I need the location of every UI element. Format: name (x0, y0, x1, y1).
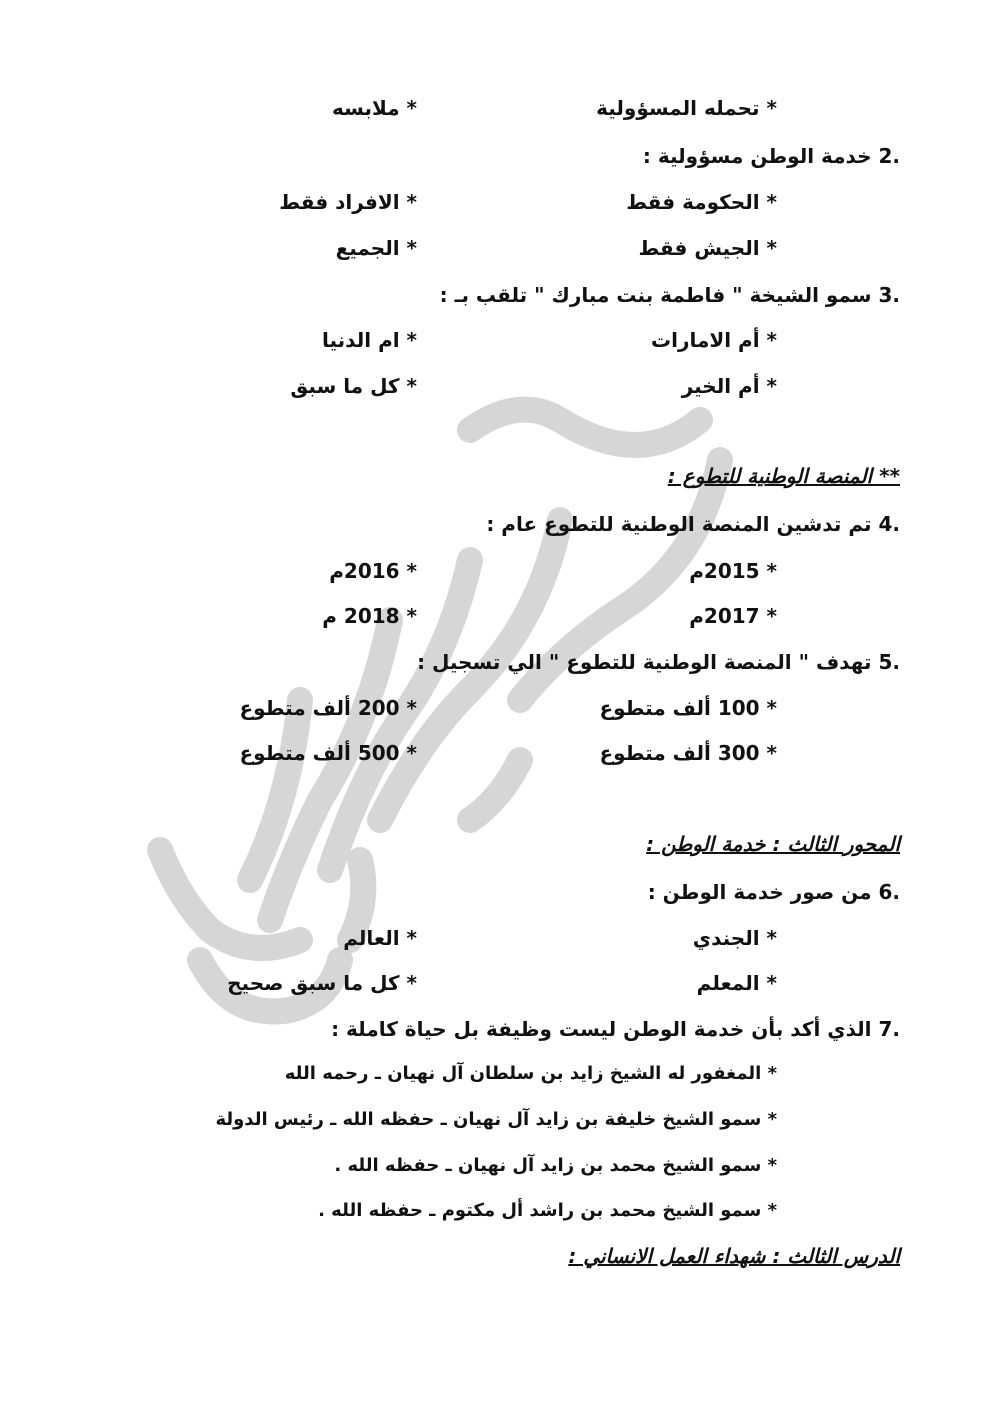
q4-option-c: * 2017م (689, 604, 777, 628)
q4-option-a: * 2015م (689, 559, 777, 583)
question-2 (643, 144, 900, 168)
q3-option-b: * ام الدنيا (322, 328, 417, 352)
q6-option-c: * المعلم (696, 971, 777, 995)
q7-option-c: * سمو الشيخ محمد بن زايد آل نهيان ـ حفظه الله . (334, 1155, 777, 1176)
question-3 (440, 283, 900, 307)
q5-option-c: * 300 ألف متطوع (599, 741, 777, 765)
question-number: 4. (878, 512, 900, 536)
question-6 (648, 880, 900, 904)
q6-option-b: * العالم (343, 926, 417, 950)
watermark-stroke (160, 850, 300, 948)
watermark-stroke (470, 410, 700, 445)
section-heading-axis-three: المحور الثالث : خدمة الوطن : (646, 832, 900, 856)
q4-option-b: * 2016م (329, 559, 417, 583)
question-number: 6. (878, 880, 900, 904)
q6-option-a: * الجندي (692, 926, 777, 950)
section-heading-lesson-three: الدرس الثالث : شهداء العمل الانساني : (568, 1244, 900, 1268)
q5-option-d: * 500 ألف متطوع (239, 741, 417, 765)
q7-option-a: * المغفور له الشيخ زايد بن سلطان آل نهيان ـ رحمه الله (284, 1063, 777, 1084)
q5-option-a: * 100 ألف متطوع (599, 696, 777, 720)
q6-option-d: * كل ما سبق صحيح (227, 971, 417, 995)
watermark-stroke (470, 760, 520, 820)
question-number: 7. (878, 1017, 900, 1041)
q5-option-b: * 200 ألف متطوع (239, 696, 417, 720)
q3-option-d: * كل ما سبق (290, 374, 417, 398)
q2-option-b: * الافراد فقط (279, 190, 417, 214)
section-heading-volunteer-platform: ** المنصة الوطنية للتطوع : (667, 464, 900, 488)
question-number: 3. (878, 283, 900, 307)
option-row-1-col1: * تحمله المسؤولية (596, 96, 777, 120)
q2-option-c: * الجيش فقط (638, 236, 777, 260)
question-text: خدمة الوطن مسؤولية : (642, 144, 872, 168)
q3-option-c: * أم الخير (681, 374, 777, 398)
question-5 (417, 650, 900, 674)
question-number: 5. (878, 650, 900, 674)
question-text: سمو الشيخة " فاطمة بنت مبارك " تلقب بـ : (439, 283, 872, 307)
q2-option-a: * الحكومة فقط (626, 190, 777, 214)
question-7 (331, 1017, 900, 1041)
q4-option-d: * 2018 م (322, 604, 417, 628)
question-text: تهدف " المنصة الوطنية للتطوع " الي تسجيل : (417, 650, 872, 674)
question-text: تم تدشين المنصة الوطنية للتطوع عام : (486, 512, 872, 536)
q7-option-b: * سمو الشيخ خليفة بن زايد آل نهيان ـ حفظه الله ـ رئيس الدولة (215, 1109, 777, 1130)
watermark-stroke (270, 620, 390, 920)
question-number: 2. (878, 144, 900, 168)
q2-option-d: * الجميع (335, 236, 417, 260)
q3-option-a: * أم الامارات (650, 328, 777, 352)
watermark-stroke (250, 700, 300, 880)
option-row-1-col2: * ملابسه (332, 96, 417, 120)
question-text: الذي أكد بأن خدمة الوطن ليست وظيفة بل حياة كاملة : (331, 1017, 872, 1041)
question-4 (486, 512, 900, 536)
question-text: من صور خدمة الوطن : (647, 880, 872, 904)
q7-option-d: * سمو الشيخ محمد بن راشد أل مكتوم ـ حفظه الله . (318, 1200, 777, 1221)
